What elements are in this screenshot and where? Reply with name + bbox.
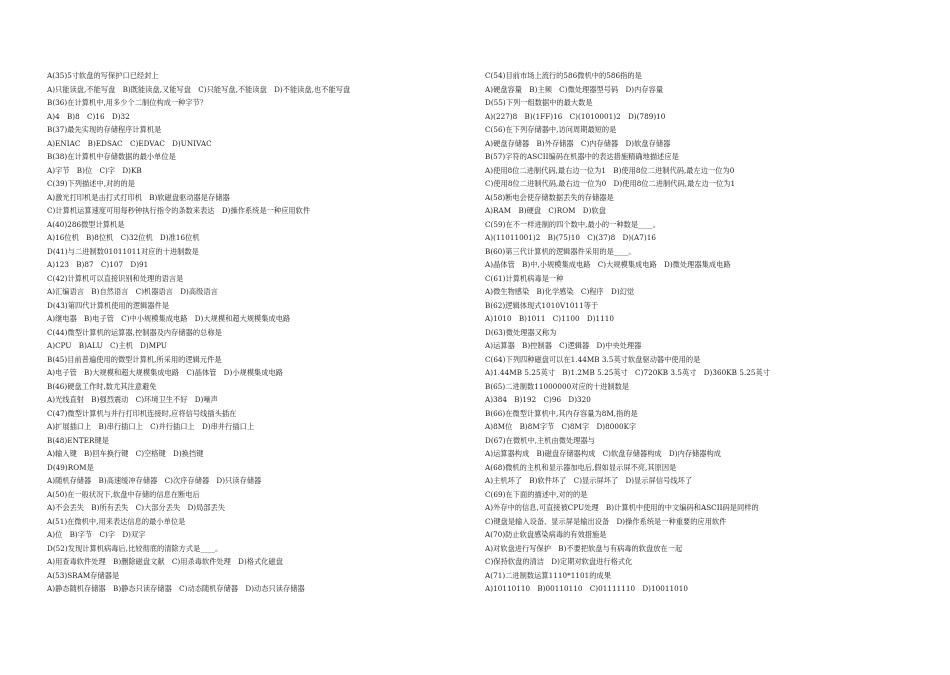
left-column-line: A)位 B)字节 C)字 D)双字 xyxy=(47,530,146,539)
left-column-line: C(44)微型计算机的运算器,控制器及内存储器的总称是 xyxy=(47,327,222,337)
left-column-line: A)输入键 B)回车换行键 C)空格键 D)换挡键 xyxy=(47,449,204,458)
left-column-line: A)只能读盘,不能写盘 B)既能读盘,又能写盘 C)只能写盘,不能读盘 D)不能读盘,也不能写盘 xyxy=(47,84,351,94)
right-column-line: A)硬盘容量 B)主频 C)微处理器型号码 D)内存容量 xyxy=(485,84,664,94)
left-column-line: A)ENIAC B)EDSAC C)EDVAC D)UNIVAC xyxy=(47,138,212,148)
left-column-line: A)不会丢失 B)所有丢失 C)大部分丢失 D)局部丢失 xyxy=(47,503,226,512)
left-column-line: A(50)在一般状况下,软盘中存储的信息在断电后 xyxy=(47,489,200,499)
right-column-line: A)对软盘进行写保护 B)不要把软盘与有病毒的软盘放在一起 xyxy=(485,543,683,553)
left-column-line: A)电子管 B)大规模和超大规模集成电路 C)晶体管 D)小规模集成电路 xyxy=(47,368,284,377)
right-column-line: C(59)在不一样进制的四个数中,最小的一种数是____。 xyxy=(485,219,660,229)
left-column-line: B(38)在计算机中存储数据的最小单位是 xyxy=(47,152,176,161)
right-column-line: C(56)在下列存储器中,访问周期最短的是 xyxy=(485,125,617,134)
left-column-line: D(49)ROM是 xyxy=(47,462,94,472)
left-column-line: A)用查毒软件处理 B)删除磁盘文献 C)用杀毒软件处理 D)格式化磁盘 xyxy=(47,557,284,566)
right-column-line: C)键盘是输入设备、显示屏是输出设备 D)操作系统是一种重要的应用软件 xyxy=(485,516,727,526)
right-column-line: C(69)在下面的描述中,对的的是 xyxy=(485,489,588,499)
right-column-line: A)外存中的信息,可直接被CPU处理 B)计算机中使用的中文编码和ASCII码是同样的 xyxy=(485,503,759,512)
left-column-line: A)扩展插口上 B)串行插口上 C)并行插口上 D)串并行插口上 xyxy=(47,422,255,431)
right-column-line: B(57)字符的ASCII编码在机器中的表达措施精确地描述应是 xyxy=(485,152,679,161)
left-column-line: D(52)发现计算机病毒后,比较彻底的清除方式是____。 xyxy=(47,543,223,553)
right-column-line: C(54)目前市场上流行的586微机中的586指的是 xyxy=(485,71,642,80)
left-column-line: A)CPU B)ALU C)主机 D)MPU xyxy=(47,341,168,350)
left-column-line: C(42)计算机可以直接识别和处理的语言是 xyxy=(47,273,184,283)
left-column-line: A(51)在微机中,用来表达信息的最小单位是 xyxy=(47,516,186,526)
right-column-line: B(60)第三代计算机的逻辑器件采用的是____。 xyxy=(485,246,636,256)
right-column-line: A)8M位 B)8M字节 C)8M字 D)8000K字 xyxy=(485,422,637,431)
left-column-line: B(48)ENTER键是 xyxy=(47,435,109,445)
right-column-line: A(58)断电会使存储数据丢失的存储器是 xyxy=(485,192,614,202)
left-column-line: D(43)第四代计算机使用的逻辑器件是 xyxy=(47,300,170,310)
right-column-line: A)1010 B)1011 C)1100 D)1110 xyxy=(485,314,615,323)
left-column-line: A(40)286微型计算机是 xyxy=(47,219,125,229)
right-column-line: A)RAM B)硬盘 C)ROM D)软盘 xyxy=(485,206,606,215)
right-column-line: A)运算器 B)控制器 C)逻辑器 D)中央处理器 xyxy=(485,341,642,350)
left-column-line: A(35)5寸软盘的写保护口已经封上 xyxy=(47,71,159,80)
right-column-line: A)384 B)192 C)96 D)320 xyxy=(485,395,591,404)
right-column-line: B(65)二进制数11000000对应的十进制数是 xyxy=(485,381,630,391)
right-column-line: A)运算器构成 B)磁盘存储器构成 C)软盘存储器构成 D)内存储器构成 xyxy=(485,449,722,458)
left-column-line: A)4 B)8 C)16 D)32 xyxy=(47,111,130,121)
right-column-line: C(64)下列四种磁盘可以在1.44MB 3.5英寸软盘驱动器中使用的是 xyxy=(485,354,701,364)
right-column-line: B(66)在微型计算机中,其内存容量为8M,指的是 xyxy=(485,408,638,418)
right-column xyxy=(485,69,925,596)
right-column-line: A)1.44MB 5.25英寸 B)1.2MB 5.25英寸 C)720KB 3.5英寸 D)360KB 5.25英寸 xyxy=(485,368,771,377)
right-column-line: A(68)微机的主机和显示器加电后,假如显示屏不亮,其原因是 xyxy=(485,462,677,472)
right-column-line: A)主机坏了 B)软件坏了 C)显示屏坏了 D)显示屏信号线坏了 xyxy=(485,476,693,485)
right-column-line: A(70)防止软盘感染病毒的有效措施是 xyxy=(485,530,607,539)
right-column-line: B(62)逻辑体现式1010V1011等于 xyxy=(485,300,599,310)
right-column-line: A(71)二进制数运算1110*1101的成果 xyxy=(485,570,611,580)
left-column-line: A)静态随机存储器 B)静态只读存储器 C)动态随机存储器 D)动态只读存储器 xyxy=(47,584,305,593)
left-column-line: A)光线直射 B)强烈震动 C)环境卫生不好 D)噪声 xyxy=(47,395,218,404)
right-column-line: A)(11011001)2 B)(75)10 C)(37)8 D)(A7)16 xyxy=(485,233,656,242)
right-column-line: C(61)计算机病毒是一种 xyxy=(485,273,564,283)
right-column-line: A)微生物感染 B)化学感染 C)程序 D)幻觉 xyxy=(485,287,635,296)
right-column-line: D(63)微处理器又称为 xyxy=(485,327,557,337)
left-column-line: B(45)目前普遍使用的微型计算机,所采用的逻辑元件是 xyxy=(47,354,222,364)
right-column-line: D(55)下列一组数据中的最大数是 xyxy=(485,98,593,107)
right-column-line: D(67)在微机中,主机由微处理器与 xyxy=(485,435,595,445)
left-column-line: A)随机存储器 B)高速缓冲存储器 C)次序存储器 D)只读存储器 xyxy=(47,476,262,485)
left-column-line: C(47)微型计算机与并行打印机连接时,应将信号线插头插在 xyxy=(47,408,237,418)
right-column-line: A)(227)8 B)(1FF)16 C)(1010001)2 D)(789)10 xyxy=(485,111,666,121)
left-column-line: D(41)与二进制数01011011对应的十进制数是 xyxy=(47,246,199,256)
right-column-line: A)10110110 B)00110110 C)01111110 D)10011010 xyxy=(485,584,688,593)
left-column-line: B(36)在计算机中,用多少个二制位构成一种字节？ xyxy=(47,98,208,107)
left-column-line: A)123 B)87 C)107 D)91 xyxy=(47,260,149,269)
left-column-line: A(53)SRAM存储器是 xyxy=(47,570,120,580)
right-column-line: C)使用8位二进制代码,最右边一位为0 D)使用8位二进制代码,最左边一位为1 xyxy=(485,179,736,188)
left-column-line: C)计算机运算速度可用每秒钟执行指令的条数来表达 D)操作系统是一种应用软件 xyxy=(47,206,311,215)
left-column-line: B(46)硬盘工作时,数尤其注意避免 xyxy=(47,381,157,391)
right-column-line: A)晶体管 B)中,小规模集成电路 C)大规模集成电路 D)微处理器集成电路 xyxy=(485,260,731,269)
left-column-line: A)继电器 B)电子管 C)中小规模集成电路 D)大规模和超大规模集成电路 xyxy=(47,314,291,323)
right-column-line: C)保持软盘的清洁 D)定期对软盘进行格式化 xyxy=(485,557,633,566)
right-column-line: A)使用8位二进制代码,最右边一位为1 B)使用8位二进制代码,最左边一位为0 xyxy=(485,165,735,175)
left-column xyxy=(47,69,487,596)
left-column-line: A)字节 B)位 C)字 D)KB xyxy=(47,165,142,175)
left-column-line: A)激光打印机是击打式打印机 B)软磁盘驱动器是存储器 xyxy=(47,192,230,202)
left-column-line: A)汇编语言 B)自然语言 C)机器语言 D)高级语言 xyxy=(47,287,218,296)
left-column-line: A)16位机 B)8位机 C)32位机 D)准16位机 xyxy=(47,233,200,242)
left-column-line: C(39)下列描述中,对的的是 xyxy=(47,179,135,188)
right-column-line: A)硬盘存储器 B)外存储器 C)内存储器 D)软盘存储器 xyxy=(485,138,671,148)
left-column-line: B(37)最先实现的存储程序计算机是 xyxy=(47,125,162,134)
